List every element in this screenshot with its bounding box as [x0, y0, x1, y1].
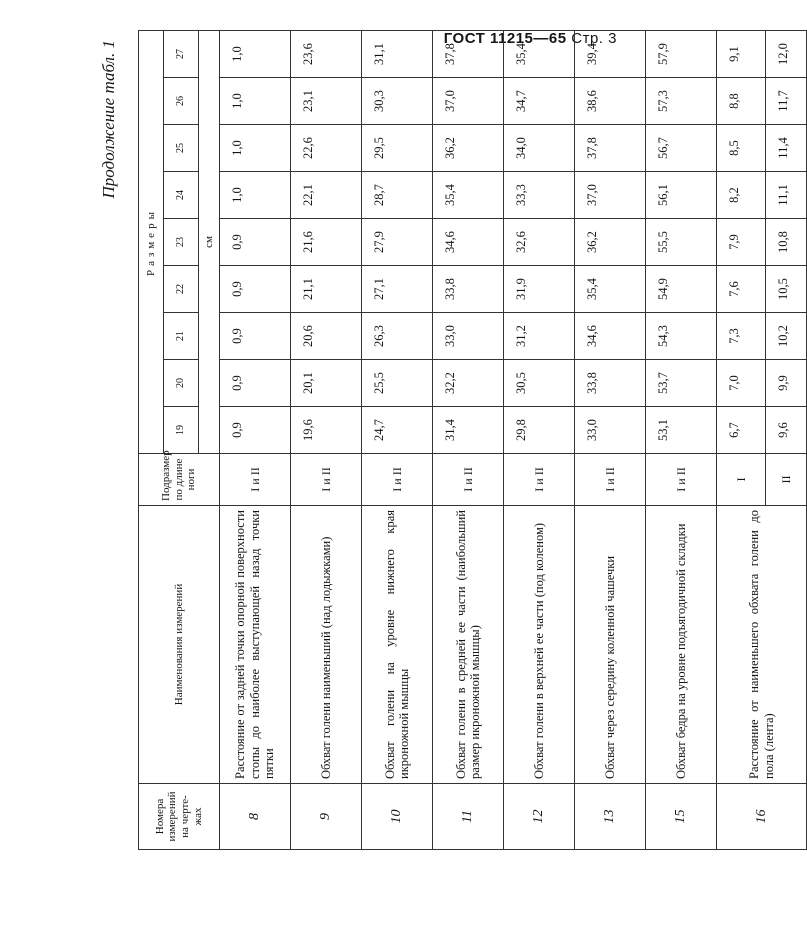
measurement-value: 30,5	[504, 360, 575, 407]
measurement-number: 9	[291, 784, 362, 850]
measurement-value: 29,5	[362, 125, 433, 172]
subsize-value: I и II	[646, 454, 717, 506]
measurement-value: 22,6	[291, 125, 362, 172]
measurement-value: 20,1	[291, 360, 362, 407]
measurement-value: 37,0	[433, 78, 504, 125]
measurement-value: 29,8	[504, 407, 575, 454]
measurement-value: 25,5	[362, 360, 433, 407]
measurement-value: 26,3	[362, 313, 433, 360]
measurement-value: 35,4	[433, 172, 504, 219]
size-header: 20	[164, 360, 199, 407]
measurement-value: 11,1	[766, 172, 807, 219]
measurement-value: 0,9	[220, 313, 291, 360]
table-row	[220, 30, 291, 849]
table-row	[504, 30, 575, 849]
measurement-value: 31,9	[504, 266, 575, 313]
measurement-value: 11,4	[766, 125, 807, 172]
measurement-value: 55,5	[646, 219, 717, 266]
measurement-value: 1,0	[220, 125, 291, 172]
measurement-value: 9,6	[766, 407, 807, 454]
measurement-number: 12	[504, 784, 575, 850]
subsize-value: I и II	[291, 454, 362, 506]
measurement-value: 23,6	[291, 30, 362, 77]
col-header-subsize: Подразмер по длине ноги	[139, 454, 220, 506]
table-row	[575, 30, 646, 849]
size-header: 25	[164, 125, 199, 172]
measurement-value: 35,4	[575, 266, 646, 313]
measurement-value: 34,6	[433, 219, 504, 266]
measurement-number: 11	[433, 784, 504, 850]
measurement-value: 32,2	[433, 360, 504, 407]
measurement-value: 34,0	[504, 125, 575, 172]
measurement-value: 33,8	[433, 266, 504, 313]
measurements-table	[138, 30, 807, 850]
measurement-value: 23,1	[291, 78, 362, 125]
measurement-value: 10,2	[766, 313, 807, 360]
measurement-value: 33,8	[575, 360, 646, 407]
measurement-value: 32,6	[504, 219, 575, 266]
subsize-value: I и II	[575, 454, 646, 506]
measurement-number: 16	[717, 784, 807, 850]
measurement-value: 8,5	[717, 125, 766, 172]
measurement-value: 0,9	[220, 219, 291, 266]
measurement-value: 57,9	[646, 30, 717, 77]
table-row	[717, 30, 766, 849]
measurement-value: 24,7	[362, 407, 433, 454]
measurement-value: 35,4	[504, 30, 575, 77]
measurement-name: Обхват голени наименьший (над лодыжками)	[291, 506, 362, 784]
subsize-value: I	[717, 454, 766, 506]
measurement-value: 31,4	[433, 407, 504, 454]
measurement-value: 53,7	[646, 360, 717, 407]
measurement-value: 10,5	[766, 266, 807, 313]
measurement-value: 31,2	[504, 313, 575, 360]
col-header-sizes: Размеры	[139, 30, 164, 453]
unit-label: см	[199, 30, 220, 453]
measurement-value: 6,7	[717, 407, 766, 454]
subsize-value: I и II	[362, 454, 433, 506]
measurement-value: 21,6	[291, 219, 362, 266]
measurement-value: 36,2	[433, 125, 504, 172]
measurement-value: 56,1	[646, 172, 717, 219]
col-header-number: Номера измерений на черте-жах	[139, 784, 220, 850]
measurement-value: 0,9	[220, 266, 291, 313]
measurement-value: 8,8	[717, 78, 766, 125]
measurement-value: 54,9	[646, 266, 717, 313]
measurement-value: 27,9	[362, 219, 433, 266]
subsize-value: I и II	[504, 454, 575, 506]
size-header: 26	[164, 78, 199, 125]
measurement-value: 7,0	[717, 360, 766, 407]
page-number: Стр. 3	[571, 30, 617, 47]
measurement-value: 30,3	[362, 78, 433, 125]
size-header: 19	[164, 407, 199, 454]
measurement-value: 36,2	[575, 219, 646, 266]
measurement-value: 33,0	[575, 407, 646, 454]
measurement-value: 7,3	[717, 313, 766, 360]
measurement-value: 1,0	[220, 172, 291, 219]
measurement-value: 0,9	[220, 407, 291, 454]
measurement-number: 15	[646, 784, 717, 850]
measurement-number: 13	[575, 784, 646, 850]
measurement-value: 1,0	[220, 78, 291, 125]
measurement-value: 28,7	[362, 172, 433, 219]
measurement-value: 34,7	[504, 78, 575, 125]
measurement-number: 8	[220, 784, 291, 850]
table-continuation-caption: Продолжение табл. 1	[99, 40, 118, 199]
measurement-value: 33,3	[504, 172, 575, 219]
rotated-table-area	[90, 30, 793, 850]
measurement-value: 1,0	[220, 30, 291, 77]
measurement-value: 21,1	[291, 266, 362, 313]
measurement-value: 20,6	[291, 313, 362, 360]
measurement-value: 19,6	[291, 407, 362, 454]
measurement-value: 57,3	[646, 78, 717, 125]
measurement-value: 0,9	[220, 360, 291, 407]
table-row	[362, 30, 433, 849]
measurement-name: Расстояние от задней точки опорной поверхности стопы до наиболее выступающей назад точки пятки	[220, 506, 291, 784]
measurement-name: Обхват бедра на уровне подъягодичной складки	[646, 506, 717, 784]
measurement-name: Обхват голени на уровне нижнего края икроножной мышцы	[362, 506, 433, 784]
measurement-value: 7,9	[717, 219, 766, 266]
measurement-value: 9,9	[766, 360, 807, 407]
standard-number: ГОСТ 11215—65	[443, 30, 567, 47]
measurement-value: 34,6	[575, 313, 646, 360]
measurement-value: 7,6	[717, 266, 766, 313]
measurement-value: 31,1	[362, 30, 433, 77]
measurement-value: 27,1	[362, 266, 433, 313]
table-row	[291, 30, 362, 849]
measurement-value: 8,2	[717, 172, 766, 219]
measurement-value: 53,1	[646, 407, 717, 454]
size-header: 21	[164, 313, 199, 360]
size-header: 24	[164, 172, 199, 219]
measurement-name: Обхват через середину коленной чашечки	[575, 506, 646, 784]
measurement-value: 10,8	[766, 219, 807, 266]
table-row	[646, 30, 717, 849]
measurement-number: 10	[362, 784, 433, 850]
measurement-value: 11,7	[766, 78, 807, 125]
measurement-value: 38,6	[575, 78, 646, 125]
size-header: 27	[164, 30, 199, 77]
measurement-value: 37,8	[433, 30, 504, 77]
measurement-value: 56,7	[646, 125, 717, 172]
measurement-value: 37,0	[575, 172, 646, 219]
col-header-name: Наименования измерений	[139, 506, 220, 784]
measurement-value: 54,3	[646, 313, 717, 360]
size-header: 22	[164, 266, 199, 313]
table-body	[220, 30, 807, 849]
measurement-name: Расстояние от наименьшего обхвата голени до пола (лента)	[717, 506, 807, 784]
measurement-value: 9,1	[717, 30, 766, 77]
subsize-value: II	[766, 454, 807, 506]
measurement-name: Обхват голени в средней ее части (наибольший размер икроножной мышцы)	[433, 506, 504, 784]
subsize-value: I и II	[220, 454, 291, 506]
measurement-value: 22,1	[291, 172, 362, 219]
measurement-name: Обхват голени в верхней ее части (под коленом)	[504, 506, 575, 784]
table-row	[433, 30, 504, 849]
measurement-value: 33,0	[433, 313, 504, 360]
subsize-value: I и II	[433, 454, 504, 506]
size-header: 23	[164, 219, 199, 266]
measurement-value: 12,0	[766, 30, 807, 77]
measurement-value: 39,4	[575, 30, 646, 77]
measurement-value: 37,8	[575, 125, 646, 172]
